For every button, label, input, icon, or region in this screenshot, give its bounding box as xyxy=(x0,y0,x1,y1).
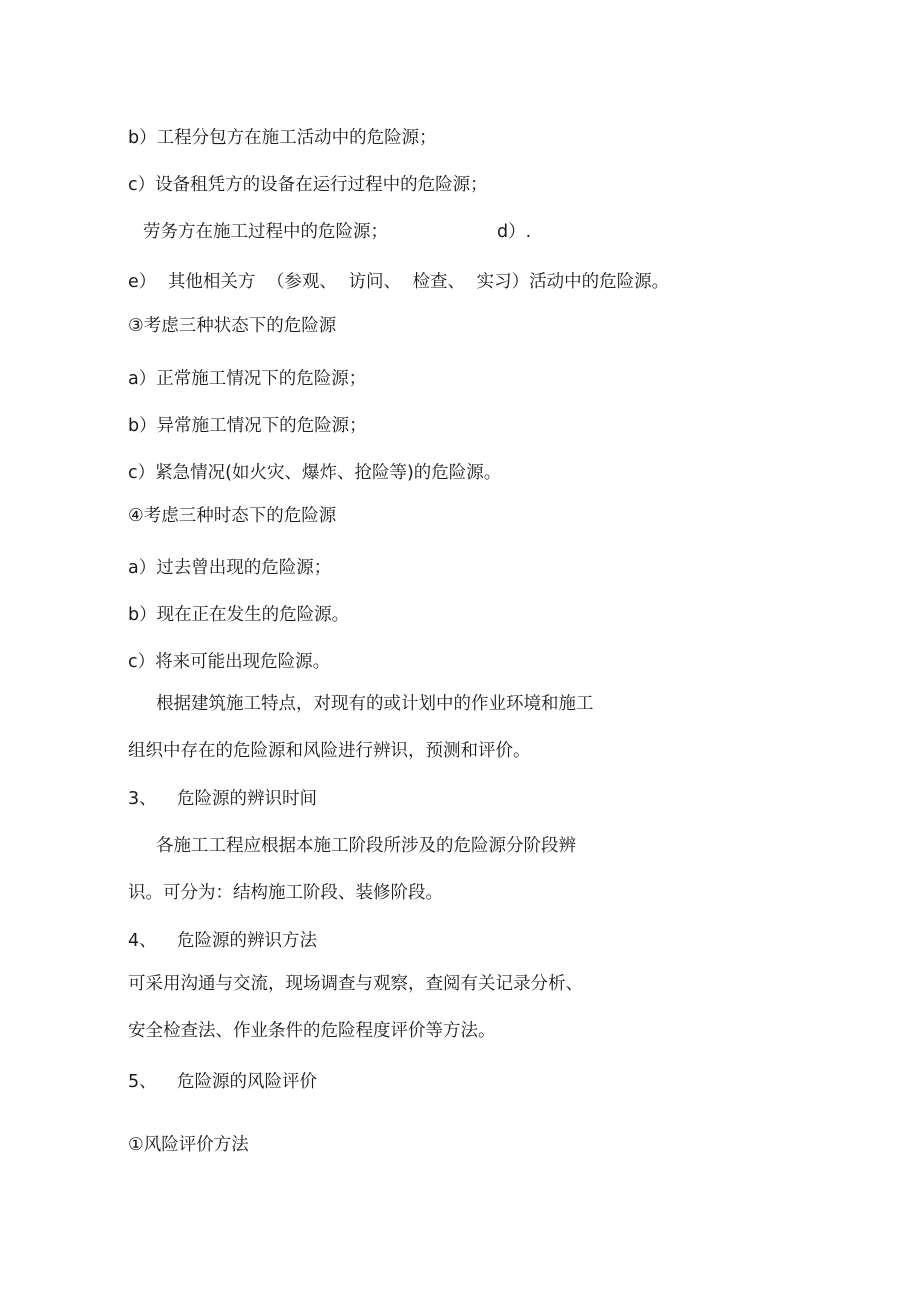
paragraph-line: 根据建筑施工特点，对现有的或计划中的作业环境和施工 xyxy=(156,694,594,714)
text-line: c）将来可能出现危险源。 xyxy=(128,652,331,672)
section-heading: 危险源的辨识时间 xyxy=(177,789,317,809)
text-line: a）过去曾出现的危险源； xyxy=(128,558,332,578)
text-line: a）正常施工情况下的危险源； xyxy=(128,369,367,389)
section-heading: ①风险评价方法 xyxy=(128,1135,249,1155)
section-number: 5、 xyxy=(128,1072,157,1092)
paragraph-line: 组织中存在的危险源和风险进行辨识，预测和评价。 xyxy=(128,741,531,761)
paragraph-line: 可采用沟通与交流，现场调查与观察，查阅有关记录分析、 xyxy=(128,974,583,994)
paragraph-line: 各施工工程应根据本施工阶段所涉及的危险源分阶段辨 xyxy=(156,836,576,856)
text-line: d）. xyxy=(497,222,532,242)
text-line: b）异常施工情况下的危险源； xyxy=(128,416,367,436)
section-heading: 危险源的辨识方法 xyxy=(177,931,317,951)
text-line: b）现在正在发生的危险源。 xyxy=(128,605,350,625)
section-heading: ③考虑三种状态下的危险源 xyxy=(128,316,337,336)
text-line: 劳务方在施工过程中的危险源； xyxy=(143,222,388,242)
section-heading: ④考虑三种时态下的危险源 xyxy=(128,506,337,526)
section-number: 3、 xyxy=(128,789,157,809)
text-line: c）设备租凭方的设备在运行过程中的危险源； xyxy=(128,175,488,195)
section-heading: 危险源的风险评价 xyxy=(177,1072,317,1092)
paragraph-line: 识。可分为：结构施工阶段、装修阶段。 xyxy=(128,883,443,903)
text-line: e） 其他相关方 （参观、 访问、 检查、 实习）活动中的危险源。 xyxy=(128,272,670,292)
text-line: b）工程分包方在施工活动中的危险源； xyxy=(128,128,437,148)
section-number: 4、 xyxy=(128,931,157,951)
text-line: c）紧急情况(如火灾、爆炸、抢险等)的危险源。 xyxy=(128,463,502,483)
paragraph-line: 安全检查法、作业条件的危险程度评价等方法。 xyxy=(128,1021,496,1041)
